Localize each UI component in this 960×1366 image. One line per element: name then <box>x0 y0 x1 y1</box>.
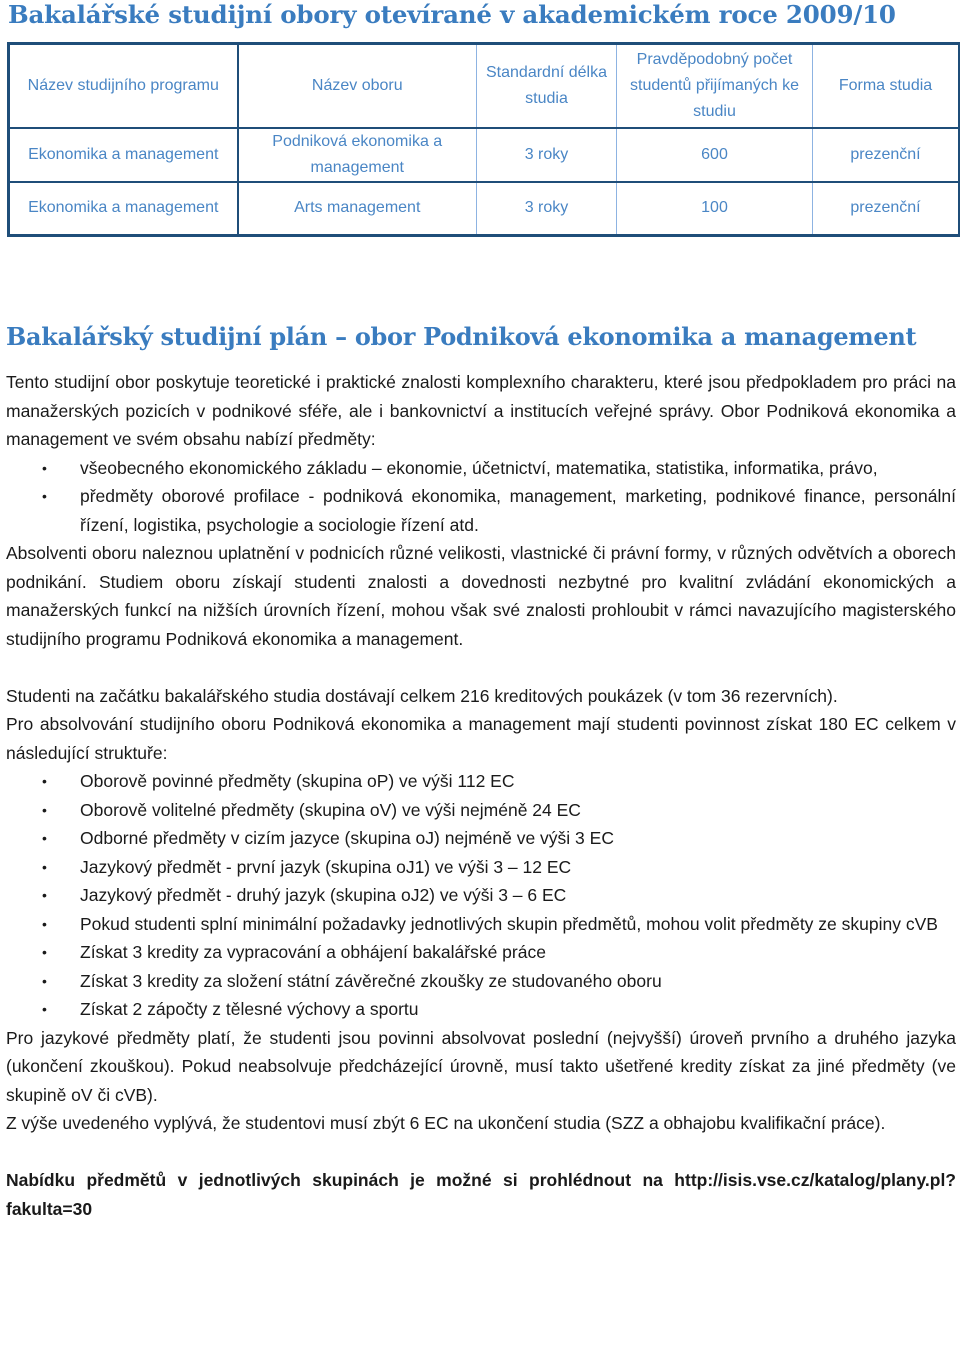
cell-field: Arts management <box>238 182 477 236</box>
cell-duration: 3 roky <box>477 182 617 236</box>
list-item <box>6 881 956 910</box>
bullet-icon: • <box>42 972 47 989</box>
list-item-text: Pokud studenti splní minimální požadavky jednotlivých skupin předmětů, mohou volit předměty ze skupiny cVB <box>80 913 938 934</box>
subjects-list <box>6 454 956 540</box>
list-item-text: Odborné předměty v cizím jazyce (skupina oJ) nejméně ve výši 3 EC <box>80 828 614 848</box>
bullet-icon: • <box>42 830 47 846</box>
languages-paragraph: Pro jazykové předměty platí, že studenti jsou povinni absolvovat poslední (nejvyšší) úroveň prvního a druhého jazyka (ukončení zkouškou). Pokud neabsolvuje předcházející úrovně, musí takto ušetřené kredity získat za jiné předměty (ve skupině oV či cVB). <box>6 1027 956 1105</box>
bullet-icon: • <box>42 915 47 932</box>
requirements-intro: Pro absolvování studijního oboru Podniková ekonomika a management mají studenti povinnost získat 180 EC celkem v následující struktuře: <box>6 714 956 763</box>
list-item-text: Získat 3 kredity za složení státní závěrečné zkoušky ze studovaného oboru <box>80 970 662 991</box>
cell-duration: 3 roky <box>477 128 617 182</box>
list-item-text: Získat 2 zápočty z tělesné výchovy a sportu <box>80 999 419 1019</box>
list-item <box>6 482 956 539</box>
spacer <box>6 1138 956 1167</box>
bullet-icon: • <box>42 773 47 789</box>
list-item <box>6 910 956 939</box>
study-programs-table <box>7 42 960 237</box>
header-study-form: Forma studia <box>813 44 960 128</box>
bullet-icon: • <box>42 1001 47 1017</box>
list-item-text: Oborově povinné předměty (skupina oP) ve výši 112 EC <box>80 771 515 791</box>
header-field: Název oboru <box>238 44 477 128</box>
list-item-text: Jazykový předmět - první jazyk (skupina oJ1) ve výši 3 – 12 EC <box>80 856 572 877</box>
bullet-icon: • <box>42 858 47 875</box>
list-item <box>6 454 956 483</box>
bullet-icon: • <box>42 801 47 818</box>
list-item <box>6 796 956 825</box>
table-row <box>9 128 960 182</box>
offer-line: Nabídku předmětů v jednotlivých skupinách je možné si prohlédnout na http://isis.vse.cz/katalog/plany.pl?fakulta=30 <box>6 1170 956 1219</box>
cell-study-form: prezenční <box>813 182 960 236</box>
list-item-text: Získat 3 kredity za vypracování a obhájení bakalářské práce <box>80 942 546 962</box>
requirements-list <box>6 767 956 1024</box>
bullet-icon: • <box>42 488 47 504</box>
list-item <box>6 967 956 996</box>
table-header-row <box>9 44 960 128</box>
header-program: Název studijního programu <box>9 44 238 128</box>
list-item <box>6 853 956 882</box>
list-item <box>6 824 956 853</box>
list-item-text: Oborově volitelné předměty (skupina oV) ve výši nejméně 24 EC <box>80 799 581 820</box>
cell-program: Ekonomika a management <box>9 128 238 182</box>
cell-study-form: prezenční <box>813 128 960 182</box>
spacer <box>6 653 956 682</box>
cell-field: Podniková ekonomika a management <box>238 128 477 182</box>
cell-program: Ekonomika a management <box>9 182 238 236</box>
cell-student-count: 100 <box>617 182 813 236</box>
bullet-icon: • <box>42 459 47 476</box>
table-row <box>9 182 960 236</box>
bullet-icon: • <box>42 887 47 903</box>
list-item <box>6 767 956 796</box>
plan-title: Bakalářský studijní plán – obor Podniková ekonomika a management <box>6 322 917 351</box>
list-item-text: Jazykový předmět - druhý jazyk (skupina oJ2) ve výši 3 – 6 EC <box>80 885 567 905</box>
list-item-text: předměty oborové profilace - podniková ekonomika, management, marketing, podnikové finance, personální řízení, logistika, psychologie a sociologie řízení atd. <box>80 486 956 535</box>
header-duration: Standardní délka studia <box>477 44 617 128</box>
bullet-icon: • <box>42 944 47 960</box>
cell-student-count: 600 <box>617 128 813 182</box>
main-title: Bakalářské studijní obory otevírané v akademickém roce 2009/10 <box>8 0 896 29</box>
credits-paragraph: Studenti na začátku bakalářského studia dostávají celkem 216 kreditových poukázek (v tom 36 rezervních). <box>6 685 838 706</box>
plan-body <box>6 368 956 1223</box>
list-item <box>6 995 956 1024</box>
intro-paragraph: Tento studijní obor poskytuje teoretické i praktické znalosti komplexního charakteru, které jsou předpokladem pro práci na manažerských pozicích v podnikové sféře, ale i bankovnictví a institucích veřejné správy. Obor Podniková ekonomika a management ve svém obsahu nabízí předměty: <box>6 372 956 449</box>
header-student-count: Pravděpodobný počet studentů přijímaných ke studiu <box>617 44 813 128</box>
list-item <box>6 938 956 967</box>
graduates-paragraph: Absolventi oboru naleznou uplatnění v podnicích různé velikosti, vlastnické či právní formy, v různých odvětvích a oborech podnikání. Studiem oboru získají studenti znalosti a dovednosti nezbytné pro kvalitní zvládání ekonomických a manažerských funkcí na nižších úrovních řízení, mohou však své znalosti prohloubit v rámci navazujícího magisterského studijního programu Podniková ekonomika a management. <box>6 543 956 649</box>
summary-paragraph: Z výše uvedeného vyplývá, že studentovi musí zbýt 6 EC na ukončení studia (SZZ a obhajobu kvalifikační práce). <box>6 1113 886 1133</box>
list-item-text: všeobecného ekonomického základu – ekonomie, účetnictví, matematika, statistika, informatika, právo, <box>80 457 878 478</box>
